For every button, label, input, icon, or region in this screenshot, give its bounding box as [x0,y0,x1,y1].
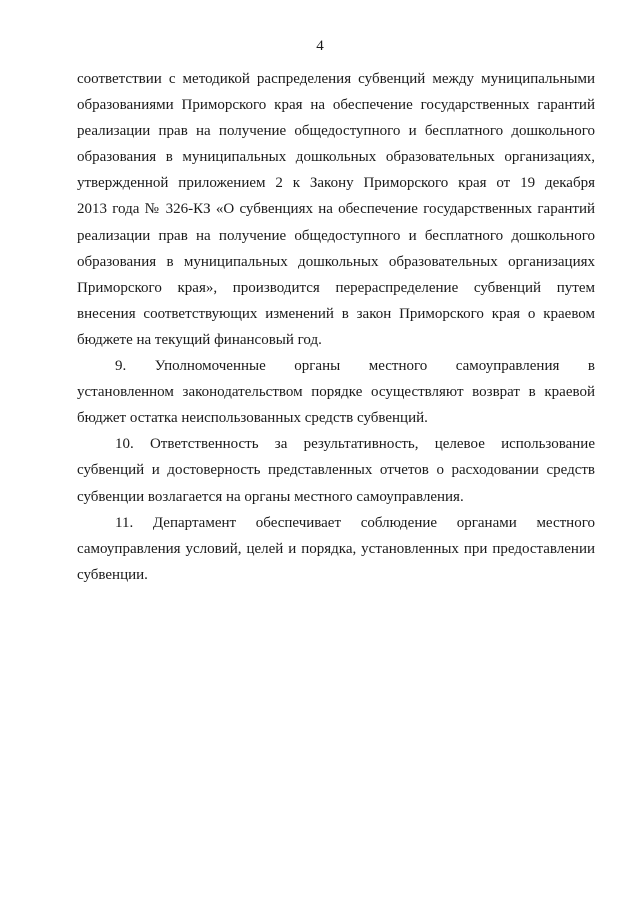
text-line: соответствии с методикой распределения субвенций между муниципальными [77,71,595,87]
paragraph-continuation [77,66,595,353]
text-line: образования в муниципальных дошкольных образовательных организациях [77,253,595,270]
text-line: реализации прав на получение общедоступного и бесплатного дошкольного [77,227,595,244]
text-line: образования в муниципальных дошкольных образовательных организациях, [77,149,595,166]
text-line: субвенции возлагается на органы местного самоуправления. [77,488,464,505]
paragraph-item-11 [77,510,595,588]
text-line: 2013 года № 326-КЗ «О субвенциях на обеспечение государственных гарантий [77,201,595,218]
text-line: установленном законодательством порядке осуществляют возврат в краевой [77,384,595,401]
text-line: самоуправления условий, целей и порядка, установленных при предоставлении [77,540,595,557]
text-line: 11. Департамент обеспечивает соблюдение органами местного [115,514,595,531]
paragraph-item-9 [77,353,595,431]
text-line: субвенции. [77,566,148,583]
page-number: 4 [316,38,324,54]
document-body [77,66,595,588]
text-line: утвержденной приложением 2 к Закону Приморского края от 19 декабря [77,175,595,192]
text-line: бюджете на текущий финансовый год. [77,331,322,348]
text-line: субвенций и достоверность представленных отчетов о расходовании средств [77,462,595,479]
text-line: 10. Ответственность за результативность, целевое использование [115,436,595,453]
paragraph-item-10 [77,431,595,509]
text-line: бюджет остатка неиспользованных средств субвенций. [77,410,428,427]
text-line: 9. Уполномоченные органы местного самоуправления в [115,358,595,375]
text-line: внесения соответствующих изменений в закон Приморского края о краевом [77,305,595,322]
text-line: образованиями Приморского края на обеспечение государственных гарантий [77,97,595,114]
text-line: реализации прав на получение общедоступного и бесплатного дошкольного [77,123,595,140]
text-line: Приморского края», производится перераспределение субвенций путем [77,279,595,296]
